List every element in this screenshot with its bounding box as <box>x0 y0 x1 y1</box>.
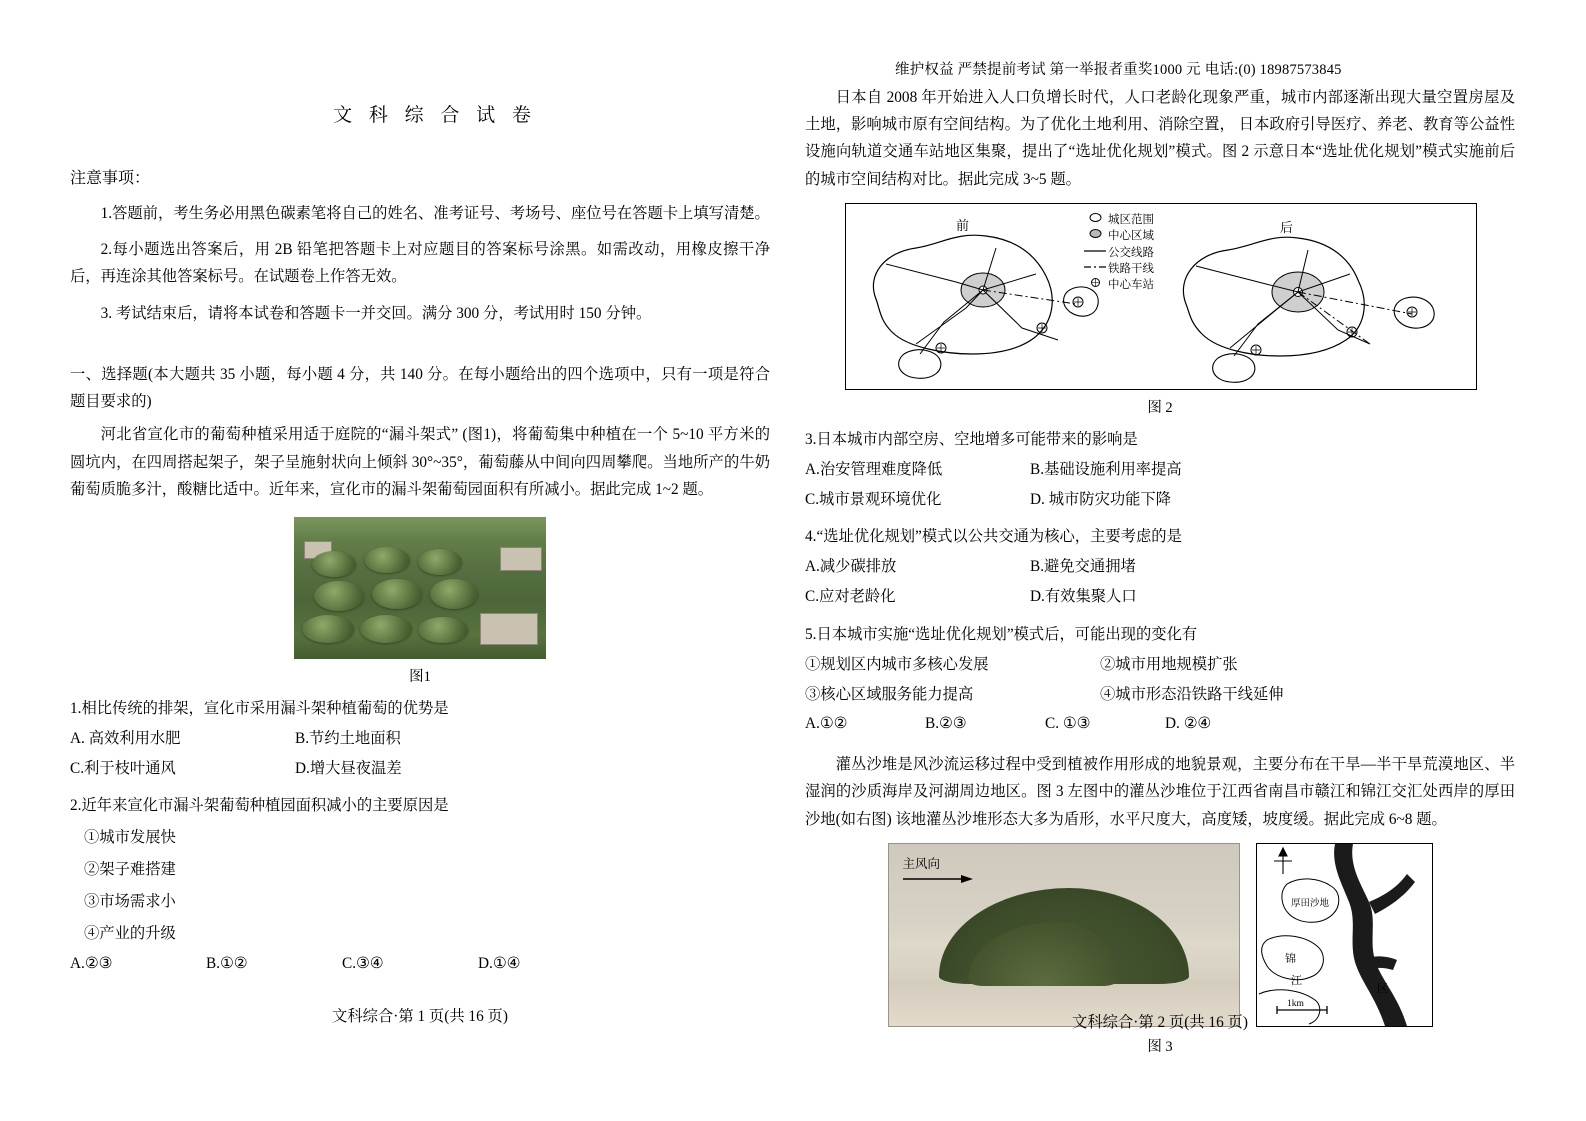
watermark-text: 维护权益 严禁提前考试 第一举报者重奖1000 元 电话:(0) 18987573845 <box>895 62 1342 78</box>
q5-option-c[interactable]: C. ①③ <box>1045 715 1091 733</box>
q1-option-c[interactable]: C.利于枝叶通风 <box>70 759 176 777</box>
q4-option-c[interactable]: C.应对老龄化 <box>805 588 896 606</box>
question-1-options-2 <box>70 754 770 784</box>
q5-items-row-2 <box>805 680 1515 710</box>
question-3-options <box>805 455 1515 485</box>
q2-option-d[interactable]: D.①④ <box>478 954 521 972</box>
svg-text:赣: 赣 <box>1392 910 1404 923</box>
notice-item-2: 2.每小题选出答案后，用 2B 铅笔把答题卡上对应题目的答案标号涂黑。如需改动，用橡皮擦干净后，再连涂其他答案标号。在试题卷上作答无效。 <box>70 241 770 286</box>
svg-text:区: 区 <box>1376 982 1388 995</box>
q1-option-d[interactable]: D.增大昼夜温差 <box>295 759 402 777</box>
question-4-options-2 <box>805 582 1515 612</box>
question-5-stem: 5.日本城市实施“选址优化规划”模式后，可能出现的变化有 <box>805 625 1198 643</box>
q3-option-d[interactable]: D. 城市防灾功能下降 <box>1030 490 1172 508</box>
svg-text:前: 前 <box>956 217 970 233</box>
legend-item-3 <box>1082 261 1154 277</box>
left-column <box>70 100 770 1026</box>
q2-item-2: ②架子难搭建 <box>84 861 176 879</box>
page-footer-left: 文科综合·第 1 页(共 16 页) <box>332 1008 508 1026</box>
passage-1: 河北省宣化市的葡萄种植采用适于庭院的“漏斗架式” (图1)，将葡萄集中种植在一个 5~10 平方米的圆坑内，在四周搭起架子，架子呈施射状向上倾斜 30°~35°，葡萄藤从中间向四周攀爬。当地所产的牛奶葡萄质脆多汁，酸糖比适中。近年来，宣化市的漏斗架葡萄园面积有所减小。据此完成 1~2 题。 <box>70 426 770 498</box>
page-title: 文 科 综 合 试 卷 <box>333 105 537 126</box>
location-map-svg <box>1257 844 1432 1026</box>
question-4-options <box>805 552 1515 582</box>
question-2-options <box>70 949 770 979</box>
wind-direction-label: 主风向 <box>902 856 941 871</box>
notice-item-1: 1.答题前，考生务必用黑色碳素笔将自己的姓名、准考证号、考场号、座位号在答题卡上填写清楚。 <box>100 205 770 222</box>
q3-option-a[interactable]: A.治安管理难度降低 <box>805 460 943 478</box>
legend-item-1 <box>1082 228 1154 244</box>
figure-2-diagram <box>845 203 1477 390</box>
page-footer-right: 文科综合·第 2 页(共 16 页) <box>1072 1014 1248 1031</box>
q2-item-4: ④产业的升级 <box>84 924 176 942</box>
q5-items-row-1 <box>805 650 1515 680</box>
q5-option-d[interactable]: D. ②④ <box>1165 715 1212 733</box>
q3-option-b[interactable]: B.基础设施利用率提高 <box>1030 460 1182 478</box>
question-1-stem: 1.相比传统的排架，宣化市采用漏斗架种植葡萄的优势是 <box>70 699 449 717</box>
svg-text:锦: 锦 <box>1284 952 1296 965</box>
notice-heading: 注意事项： <box>70 170 151 187</box>
legend-label-0: 城区范围 <box>1108 213 1154 226</box>
right-column <box>805 52 1515 1056</box>
question-4-stem: 4.“选址优化规划”模式以公共交通为核心，主要考虑的是 <box>805 528 1182 546</box>
passage-2: 日本自 2008 年开始进入人口负增长时代，人口老龄化现象严重，城市内部逐渐出现大量空置房屋及土地，影响城市原有空间结构。为了优化土地利用、消除空置， 日本政府引导医疗、养老、教育等公益性设施向轨道交通车站地区集聚，提出了“选址优化规划”模式。图 2 示意日本“选址优化规划”模式实施前后的城市空间结构对比。据此完成 3~5 题。 <box>805 89 1515 188</box>
question-1-options <box>70 724 770 754</box>
figure-2 <box>845 203 1475 417</box>
svg-text:后: 后 <box>1280 219 1294 235</box>
question-3-stem: 3.日本城市内部空房、空地增多可能带来的影响是 <box>805 430 1138 448</box>
svg-text:1km: 1km <box>1286 998 1304 1009</box>
q2-item-3: ③市场需求小 <box>84 892 176 910</box>
figure-2-caption: 图 2 <box>1147 399 1173 416</box>
figure-2-legend <box>1082 212 1154 294</box>
figure-3 <box>805 843 1515 1027</box>
line-solid-icon <box>1082 245 1108 261</box>
q2-item-1: ①城市发展快 <box>84 829 176 847</box>
q2-option-c[interactable]: C.③④ <box>342 954 384 972</box>
q1-option-b[interactable]: B.节约土地面积 <box>295 729 401 747</box>
figure-1-caption: 图1 <box>409 668 431 685</box>
question-3-options-2 <box>805 485 1515 515</box>
circle-small-icon <box>1082 277 1108 293</box>
circle-outline-icon <box>1082 212 1108 228</box>
legend-label-3: 铁路干线 <box>1108 262 1154 275</box>
q4-option-a[interactable]: A.减少碳排放 <box>805 558 897 576</box>
legend-label-1: 中心区域 <box>1108 230 1154 243</box>
passage-3: 灌丛沙堆是风沙流运移过程中受到植被作用形成的地貌景观，主要分布在干旱—半干旱荒漠地区、半湿润的沙质海岸及河湖周边地区。图 3 左图中的灌丛沙堆位于江西省南昌市赣江和锦江交汇处西岸的厚田沙地(如右图) 该地灌丛沙堆形态大多为盾形，水平尺度大，高度矮，坡度缓。据此完成 6~8 题。 <box>805 756 1515 828</box>
q5-option-b[interactable]: B.②③ <box>925 715 967 733</box>
legend-item-4 <box>1082 277 1154 293</box>
legend-label-2: 公交线路 <box>1108 246 1154 259</box>
q2-option-a[interactable]: A.②③ <box>70 954 113 972</box>
q3-option-c[interactable]: C.城市景观环境优化 <box>805 490 942 508</box>
q5-item-2: ②城市用地规模扩张 <box>1100 655 1238 673</box>
notice-item-3: 3. 考试结束后，请将本试卷和答题卡一并交回。满分 300 分，考试用时 150 分钟。 <box>100 304 652 322</box>
dune-photo <box>888 843 1240 1027</box>
legend-item-0 <box>1082 212 1154 228</box>
wind-arrow-icon <box>903 874 973 884</box>
question-5-options <box>805 709 1515 739</box>
vineyard-photo <box>294 517 546 659</box>
legend-item-2 <box>1082 245 1154 261</box>
circle-dark-icon <box>1082 228 1108 244</box>
q4-option-b[interactable]: B.避免交通拥堵 <box>1030 558 1136 576</box>
q5-item-3: ③核心区域服务能力提高 <box>805 685 974 703</box>
q4-option-d[interactable]: D.有效集聚人口 <box>1030 588 1137 606</box>
section-heading-choice: 一、选择题(本大题共 35 小题，每小题 4 分，共 140 分。在每小题给出的四个选项中，只有一项是符合题目要求的) <box>70 365 770 411</box>
question-2-stem: 2.近年来宣化市漏斗架葡萄种植园面积减小的主要原因是 <box>70 797 449 815</box>
q2-option-b[interactable]: B.①② <box>206 954 248 972</box>
svg-text:江: 江 <box>1290 974 1302 987</box>
figure-2-svg <box>846 204 1476 389</box>
q5-option-a[interactable]: A.①② <box>805 715 848 733</box>
q5-item-1: ①规划区内城市多核心发展 <box>805 655 989 673</box>
q5-item-4: ④城市形态沿铁路干线延伸 <box>1100 685 1284 703</box>
q1-option-a[interactable]: A. 高效利用水肥 <box>70 729 181 747</box>
line-dashed-icon <box>1082 261 1108 277</box>
svg-text:厚田沙地: 厚田沙地 <box>1290 898 1329 909</box>
legend-label-4: 中心车站 <box>1108 279 1154 292</box>
location-map <box>1256 843 1433 1027</box>
figure-3-caption: 图 3 <box>1147 1038 1173 1055</box>
figure-1 <box>70 517 770 686</box>
